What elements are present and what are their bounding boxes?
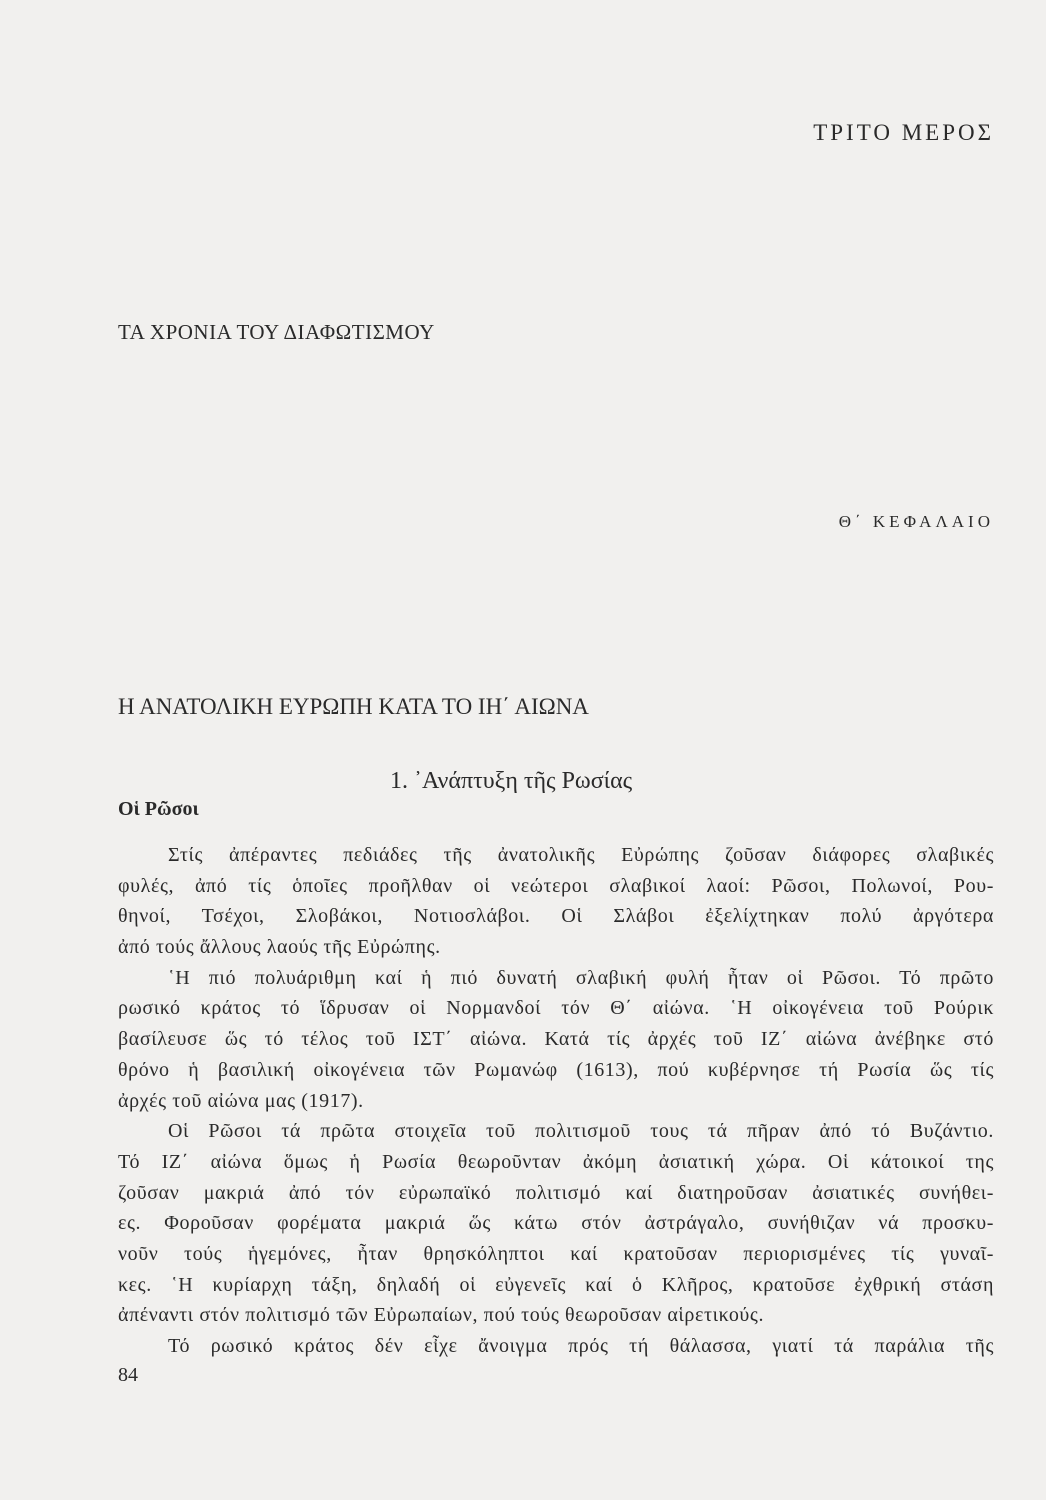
text-line: ζοῦσαν μακριά ἀπό τόν εὐρωπαϊκό πολιτισμό καί διατηροῦσαν ἀσιατικές συνήθει- <box>118 1181 994 1204</box>
text-line: Τό ρωσικό κράτος δέν εἶχε ἄνοιγμα πρός τή θάλασσα, γιατί τά παράλια τῆς <box>168 1335 994 1357</box>
text-line: Στίς ἀπέραντες πεδιάδες τῆς ἀνατολικῆς Εὐρώπης ζοῦσαν διάφορες σλαβικές <box>168 844 994 866</box>
body-text <box>118 840 994 1362</box>
text-line: ῾Η πιό πολυάριθμη καί ἡ πιό δυνατή σλαβική φυλή ἦταν οἱ Ρῶσοι. Τό πρῶτο <box>168 966 994 989</box>
text-line: νοῦν τούς ἡγεμόνες, ἦταν θρησκόληπτοι καί κρατοῦσαν περιορισμένες τίς γυναῖ- <box>118 1242 994 1265</box>
text-line: Τό ΙΖ΄ αἰώνα ὅμως ἡ Ρωσία θεωροῦνταν ἀκόμη ἀσιατική χώρα. Οἱ κάτοικοί της <box>118 1150 994 1173</box>
chapter-label: Θ΄ ΚΕΦΑΛΑΙΟ <box>838 512 994 531</box>
part-title: ΤΡΙΤΟ ΜΕΡΟΣ <box>813 120 994 145</box>
text-line: θρόνο ἡ βασιλική οἰκογένεια τῶν Ρωμανώφ (1613), πού κυβέρνησε τή Ρωσία ὥς τίς <box>118 1058 994 1081</box>
text-line: βασίλευσε ὥς τό τέλος τοῦ ΙΣΤ΄ αἰώνα. Κατά τίς ἀρχές τοῦ ΙΖ΄ αἰώνα ἀνέβηκε στό <box>118 1028 994 1051</box>
era-title: ΤΑ ΧΡΟΝΙΑ ΤΟΥ ΔΙΑΦΩΤΙΣΜΟΥ <box>118 320 435 344</box>
text-line: ἀπό τούς ἄλλους λαούς τῆς Εὐρώπης. <box>118 936 441 959</box>
text-line: ἀρχές τοῦ αἰώνα μας (1917). <box>118 1089 364 1112</box>
chapter-title: Η ΑΝΑΤΟΛΙΚΗ ΕΥΡΩΠΗ ΚΑΤΑ ΤΟ ΙΗ΄ ΑΙΩΝΑ <box>118 694 589 719</box>
text-line: κες. ῾Η κυρίαρχη τάξη, δηλαδή οἱ εὐγενεῖς καί ὁ Κλῆρος, κρατοῦσε ἐχθρική στάση <box>118 1273 994 1296</box>
page-number: 84 <box>118 1364 138 1386</box>
subsection-title: Οἱ Ρῶσοι <box>118 798 199 820</box>
text-line: ρωσικό κράτος τό ἵδρυσαν οἱ Νορμανδοί τόν Θ΄ αἰώνα. ῾Η οἰκογένεια τοῦ Ρούρικ <box>118 997 994 1020</box>
text-line: ἀπέναντι στόν πολιτισμό τῶν Εὐρωπαίων, πού τούς θεωροῦσαν αἱρετικούς. <box>118 1304 765 1327</box>
text-line: θηνοί, Τσέχοι, Σλοβάκοι, Νοτιοσλάβοι. Οἱ Σλάβοι ἐξελίχτηκαν πολύ ἀργότερα <box>118 905 994 928</box>
text-line: Οἱ Ρῶσοι τά πρῶτα στοιχεῖα τοῦ πολιτισμοῦ τους τά πῆραν ἀπό τό Βυζάντιο. <box>168 1120 994 1143</box>
text-line: ες. Φοροῦσαν φορέματα μακριά ὥς κάτω στόν ἀστράγαλο, συνήθιζαν νά προσκυ- <box>118 1212 994 1235</box>
text-line: φυλές, ἀπό τίς ὁποῖες προῆλθαν οἱ νεώτεροι σλαβικοί λαοί: Ρῶσοι, Πολωνοί, Ρου- <box>118 874 994 897</box>
section-title: 1. ᾿Ανάπτυξη τῆς Ρωσίας <box>390 768 633 794</box>
